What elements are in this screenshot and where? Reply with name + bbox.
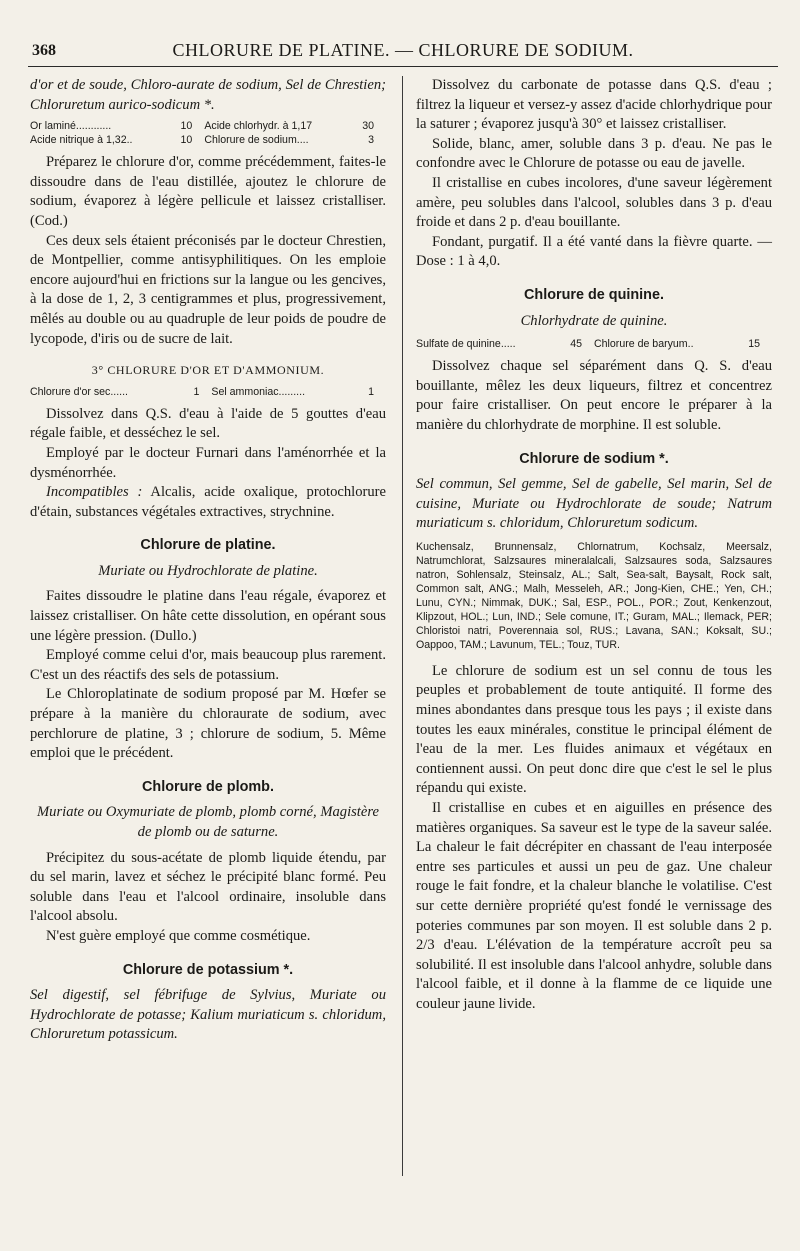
foreign-names-list: Kuchensalz, Brunnensalz, Chlornatrum, Kochsalz, Meersalz, Natrumchlorat, Salzsaures mineralalcali, Salzsaures soda, Salzsaures natron, Sohlensalz, Steinsalz, AL.; Salt, Sea-salt, Baysalt, Rock salt, Common salt, ANG.; Malh, Messeleh, AR.; Jong-Kien, CHE.; Yen, CH.; Lunu, CYN.; Nimmak, DUK.; Sal, ESP., POL., POR.; Zout, Kenkenzout, Klipzout, HOL.; Lun, IND.; Sele comune, IT.; Guram, MAL.; Ilemack, PER; Chloristoi natri, Poverennaia sol, RUS.; Lavana, SAN.; Koksalt, SU.; Oappoo, TAM.; Lavunum, TEL.; Touz, TUR. [416,540,772,651]
section-subtitle: Sel digestif, sel fébrifuge de Sylvius, Muriate ou Hydrochlorate de potasse; Kalium muriaticum s. chloridum, Chloruretum potassicum. [30,987,386,1043]
section-subtitle: Chlorhydrate de quinine. [520,312,668,329]
paragraph: Le Chloroplatinate de sodium proposé par M. Hœfer se prépare à la manière du chloraurate de sodium, avec perchlorure de platine, 3 ; chlorure de sodium, 5. Même emploi que le précédent. [30,686,386,762]
right-column [416,76,772,1015]
column-rule [402,76,403,1176]
gold-soda-formula [30,119,386,147]
paragraph: Il cristallise en cubes incolores, d'une saveur légèrement amère, peu solubles dans l'alcool, solubles dans 3 p. d'eau froide et dans 2 p. d'eau bouillante. [416,174,772,231]
paragraph: Employé comme celui d'or, mais beaucoup plus rarement. C'est un des réactifs des sels de potassium. [30,647,386,683]
paragraph: Faites dissoudre le platine dans l'eau régale, évaporez et laissez cristalliser. On hâte cette dissolution, en opérant sous une légère pression. (Dullo.) [30,588,386,644]
section-subtitle: Muriate ou Oxymuriate de plomb, plomb corné, Magistère de plomb ou de saturne. [37,804,379,840]
formula-row: Acide nitrique à 1,32.. 10 Chlorure de sodium.... 3 [30,134,374,147]
paragraph: Dissolvez du carbonate de potasse dans Q.S. d'eau ; filtrez la liqueur et versez-y assez d'acide chlorhydrique pour la saturer ; évaporez jusqu'à 30° et laissez cristalliser. [416,77,772,133]
page-number: 368 [32,42,56,59]
formula-row: Sulfate de quinine..... 45 Chlorure de baryum.. 15 [416,338,760,351]
quinine-formula [416,337,772,351]
paragraph: Dissolvez dans Q.S. d'eau à l'aide de 5 gouttes d'eau régale faible, et desséchez le sel. [30,405,386,442]
running-head: CHLORURE DE PLATINE. — CHLORURE DE SODIUM. [172,40,634,60]
paragraph: Incompatibles : Alcalis, acide oxalique, protochlorure d'étain, substances végétales extractives, strychnine. [30,484,386,520]
paragraph: Dissolvez chaque sel séparément dans Q. S. d'eau bouillante, mêlez les deux liqueurs, filtrez et concentrez pour faire cristalliser. On peut encore le préparer à la manière du chlorhydrate de morphine. Il est soluble. [416,358,772,433]
paragraph: Fondant, purgatif. Il a été vanté dans la fièvre quarte. — Dose : 1 à 4,0. [416,233,772,270]
section-heading: Chlorure de sodium *. [519,450,669,467]
incompatibles-label: Incompatibles : [46,484,143,501]
section-subtitle: Sel commun, Sel gemme, Sel de gabelle, Sel marin, Sel de cuisine, Muriate ou Hydrochlorate de soude; Natrum muriaticum s. chloridum, Chloruretum sodicum. [416,476,772,532]
section-heading: Chlorure de potassium *. [122,961,294,978]
left-column [30,76,386,1045]
paragraph: Il cristallise en cubes et en aiguilles en présence des matières organiques. Sa saveur est le type de la saveur salée. La chaleur le fait décrépiter en chassant de l'eau interposée entre ses particules et aussi un peu de gaz. Une chaleur rouge le fait fondre, et la chaleur blanche le volatilise. C'est sur cette dernière propriété qu'est fondé le vernissage des poteries communes par son moyen. Il est soluble dans 2 p. 2/3 d'eau. L'élévation de la température accroît peu sa solubilité. Il est insoluble dans l'alcool anhydre, soluble dans l'alcool faible, et il donne à la flamme de ce liquide une couleur jaune livide. [416,800,772,1012]
paragraph: N'est guère employé que comme cosmétique. [46,927,311,944]
paragraph: Employé par le docteur Furnari dans l'aménorrhée et la dysménorrhée. [30,444,386,481]
section-heading: Chlorure de quinine. [524,286,664,303]
gold-soda-synonyms: d'or et de soude, Chloro-aurate de sodium, Sel de Chrestien; Chloruretum aurico-sodicum *. [30,77,386,113]
paragraph: Le chlorure de sodium est un sel connu de tous les peuples et probablement de toute antiquité. Il forme des mines abondantes dans presque tous les pays ; il existe dans toutes les eaux minérales, constitue le principal élément de l'eau de la mer. Les fluides animaux et végétaux en contiennent aussi. On peut donc dire que c'est le sel le plus répandu qui existe. [416,662,772,797]
section-heading: 3° CHLORURE D'OR ET D'AMMONIUM. [91,363,325,378]
formula-row: Chlorure d'or sec...... 1 Sel ammoniac......... 1 [30,385,374,398]
paragraph: Précipitez du sous-acétate de plomb liquide étendu, par du sel marin, lavez et séchez le précipité blanc formé. Peu soluble dans l'eau et l'alcool ordinaire, insoluble dans l'alcool absolu. [30,849,386,925]
paragraph: Solide, blanc, amer, soluble dans 3 p. d'eau. Ne pas le confondre avec le Chlorure de potasse ou eau de javelle. [416,135,772,172]
page [28,36,778,1236]
paragraph: Ces deux sels étaient préconisés par le docteur Chrestien, de Montpellier, comme antisyphilitiques. On les emploie encore aujourd'hui en frictions sur la langue ou les gencives, à la dose de 1, 2, 3 centigrammes et plus, progressivement, mêlés au double ou au quadruple de leur poids de poudre de lycopode, d'iris ou de sucre de lait. [30,232,386,347]
formula-row: Or laminé............ 10 Acide chlorhydr. à 1,17 30 [30,120,374,133]
section-heading: Chlorure de platine. [140,537,276,554]
section-subtitle: Muriate ou Hydrochlorate de platine. [98,562,318,579]
gold-ammonium-formula [30,385,386,399]
paragraph: Préparez le chlorure d'or, comme précédemment, faites-le dissoudre dans de l'eau distillée, ajoutez le chlorure de sodium, évaporez à légère pellicule et laissez cristalliser. (Cod.) [30,154,386,229]
section-heading: Chlorure de plomb. [142,778,274,795]
page-header [28,36,778,67]
